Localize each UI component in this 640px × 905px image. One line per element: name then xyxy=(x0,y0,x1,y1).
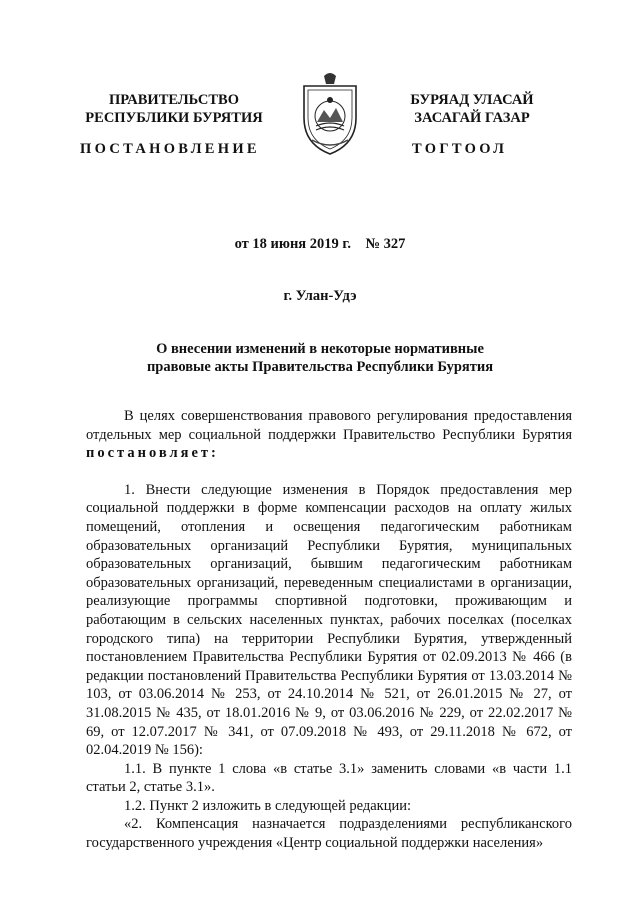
issuer-right xyxy=(392,91,552,127)
subject-line1: О внесении изменений в некоторые нормативные xyxy=(156,341,484,357)
paragraph-1-2: 1.2. Пункт 2 изложить в следующей редакции: xyxy=(124,797,412,814)
paragraph-2: «2. Компенсация назначается подразделениями республиканского государственного учреждения «Центр социальной поддержки населения» xyxy=(86,816,572,852)
paragraph-1: 1. Внести следующие изменения в Порядок предоставления мер социальной поддержки в форме компенсации расходов на оплату жилых помещений, отопления и освещения педагогическим работникам образовательных организаций Республики Бурятия, муниципальных образовательных организаций, бывшим педагогическим работникам образовательных организаций, переведенным специалистами в организации, реализующие программы спортивной подготовки, проживающим и работающим в сельских населенных пунктах, рабочих поселках (поселках городского типа) на территории Республики Бурятия, утвержденный постановлением Правительства Республики Бурятия от 02.09.2013 № 466 (в редакции постановлений Правительства Республики Бурятия от 13.03.2014 № 103, от 03.06.2014 № 253, от 24.10.2014 № 521, от 26.01.2015 № 27, от 31.08.2015 № 435, от 18.01.2016 № 9, от 03.06.2016 № 229, от 22.02.2017 № 69, от 12.07.2017 № 341, от 07.09.2018 № 493, от 29.11.2018 № 672, от 02.04.2019 № 156): xyxy=(86,481,572,759)
document-type-bua: ТОГТООЛ xyxy=(412,141,508,157)
paragraph-1-1: 1.1. В пункте 1 слова «в статье 3.1» заменить словами «в части 1.1 статьи 2, статье 3.1». xyxy=(86,760,572,796)
preamble-text: В целях совершенствования правового регулирования предоставления отдельных мер социальной поддержки Правительство Республики Бурятия xyxy=(86,408,572,443)
preamble-paragraph xyxy=(86,407,572,463)
document-body xyxy=(86,407,572,853)
date-number: от 18 июня 2019 г. № 327 xyxy=(234,236,406,252)
city: г. Улан-Удэ xyxy=(283,288,357,304)
issuer-left xyxy=(40,91,308,127)
issuer-right-line1: БУРЯАД УЛАСАЙ xyxy=(410,92,534,108)
issuer-left-line1: ПРАВИТЕЛЬСТВО xyxy=(109,92,239,108)
coat-of-arms-emblem xyxy=(298,72,362,156)
subject-line2: правовые акты Правительства Республики Бурятия xyxy=(146,359,494,375)
document-type-ru: ПОСТАНОВЛЕНИЕ xyxy=(80,141,260,157)
resolves-word: постановляет: xyxy=(86,445,219,462)
document-subject xyxy=(0,340,640,376)
issuer-right-line2: ЗАСАГАЙ ГАЗАР xyxy=(414,110,530,126)
issuer-left-line2: РЕСПУБЛИКИ БУРЯТИЯ xyxy=(85,110,263,126)
